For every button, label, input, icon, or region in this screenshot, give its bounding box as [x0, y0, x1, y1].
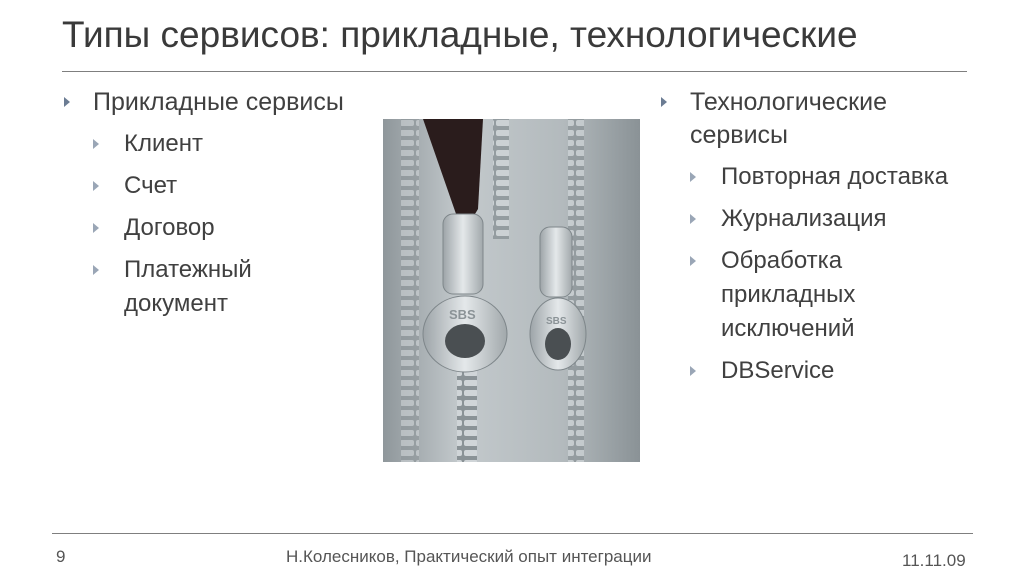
bullet-text: Договор: [124, 214, 215, 241]
bullet-arrow-icon: [690, 366, 696, 376]
zipper-brand-label: SBS: [449, 307, 476, 322]
footer-author: Н.Колесников, Практический опыт интеграции: [286, 547, 652, 566]
sub-bullet: [659, 244, 959, 346]
bullet-text: DBService: [721, 357, 835, 384]
bullet-text: Повторная доставка: [721, 163, 949, 190]
sub-bullet: [659, 354, 959, 388]
bullet-arrow-icon: [93, 265, 99, 275]
title-divider: [62, 71, 967, 72]
bullet-tech-services: [659, 86, 959, 152]
bullet-text: Прикладные сервисы: [93, 88, 344, 116]
sub-bullet: [62, 253, 362, 321]
bullet-applied-services: [62, 86, 362, 119]
page-number: 9: [56, 547, 66, 566]
bullet-arrow-icon: [690, 256, 696, 266]
bullet-text: Клиент: [124, 130, 203, 157]
bullet-arrow-icon: [690, 172, 696, 182]
bullet-arrow-icon: [661, 97, 667, 107]
bullet-text: Технологические сервисы: [690, 88, 887, 149]
footer-divider: [52, 533, 973, 534]
bullet-arrow-icon: [93, 139, 99, 149]
left-column: [62, 86, 362, 329]
sub-bullet: [62, 169, 362, 203]
bullet-text: Журнализация: [721, 205, 887, 232]
bullet-arrow-icon: [64, 97, 70, 107]
bullet-text: Счет: [124, 172, 178, 199]
right-column: [659, 86, 959, 396]
sub-bullet: [62, 127, 362, 161]
bullet-arrow-icon: [93, 181, 99, 191]
bullet-text: Обработка прикладных исключений: [721, 247, 856, 342]
bullet-arrow-icon: [690, 214, 696, 224]
zipper-photo: [383, 119, 640, 462]
slide-title: Типы сервисов: прикладные, технологические: [62, 14, 858, 55]
zipper-brand-label: SBS: [546, 316, 567, 327]
sub-bullet: [62, 211, 362, 245]
sub-bullet: [659, 202, 959, 236]
bullet-arrow-icon: [93, 223, 99, 233]
sub-bullet: [659, 160, 959, 194]
bullet-text: Платежный документ: [124, 256, 252, 317]
zipper-illustration: [383, 119, 640, 462]
footer-date: 11.11.09: [902, 551, 966, 570]
